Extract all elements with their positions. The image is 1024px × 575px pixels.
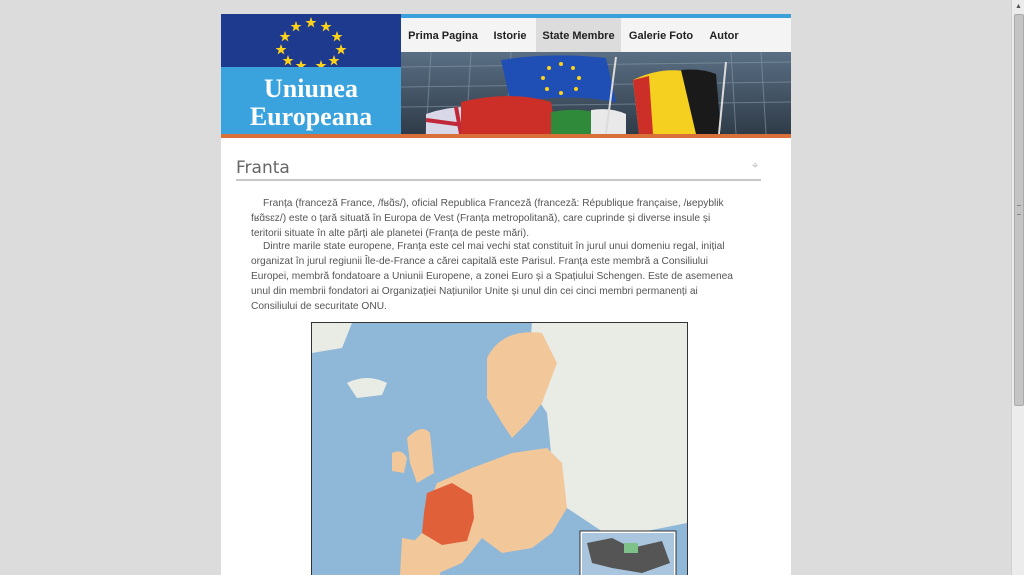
nav-istorie[interactable]: Istorie xyxy=(493,30,527,42)
nav-prima-pagina[interactable]: Prima Pagina xyxy=(408,30,478,42)
article-paragraph-1: Franța (franceză France, /fʁɑ̃s/), oficial Republica Franceză (franceză: République française, /ʁepyblik fʁɑ̃sɛz/) este o țară situată în Europa de Vest (Franța metropolitană), care cuprinde și diverse insule și teritorii situate în alte părți ale planetei (Franța de peste mări). xyxy=(251,198,724,239)
vertical-scrollbar[interactable] xyxy=(1011,0,1024,575)
nav-galerie-foto[interactable]: Galerie Foto xyxy=(628,30,694,42)
page-container xyxy=(221,14,791,575)
europe-map-image xyxy=(311,322,688,575)
anchor-icon[interactable]: ⌖ xyxy=(752,160,759,172)
site-logo[interactable] xyxy=(221,14,401,138)
main-navigation xyxy=(401,18,791,52)
logo-line-1: Uniunea xyxy=(264,74,358,103)
scroll-grip-icon xyxy=(1017,205,1021,215)
eu-flag-icon xyxy=(221,14,401,67)
site-header xyxy=(221,14,791,138)
logo-line-2: Europeana xyxy=(249,102,373,131)
page-title: Franta xyxy=(236,158,290,178)
flags-banner-image xyxy=(401,52,791,134)
article-paragraph-2: Dintre marile state europene, Franța este cel mai vechi stat constituit în jurul unui domeniu regal, inițial organizat în jurul regiunii Île-de-France a cărei capitală este Parisul. Franța este membră a Consiliului Europei, membră fondatoare a Uniunii Europene, a zonei Euro și a Spațiului Schengen. Este de asemenea unul din membrii fondatori ai Organizației Națiunilor Unite și unul din cei cinci membri permanenți ai Consiliului de securitate ONU. xyxy=(251,241,733,312)
nav-state-membre[interactable]: State Membre xyxy=(536,18,621,52)
scroll-up-arrow-icon[interactable]: ▲ xyxy=(1015,3,1022,10)
title-divider xyxy=(236,179,761,181)
logo-text xyxy=(221,67,401,138)
scroll-thumb[interactable] xyxy=(1014,14,1024,406)
nav-autor[interactable]: Autor xyxy=(709,30,739,42)
header-bottom-stripe xyxy=(221,134,791,138)
